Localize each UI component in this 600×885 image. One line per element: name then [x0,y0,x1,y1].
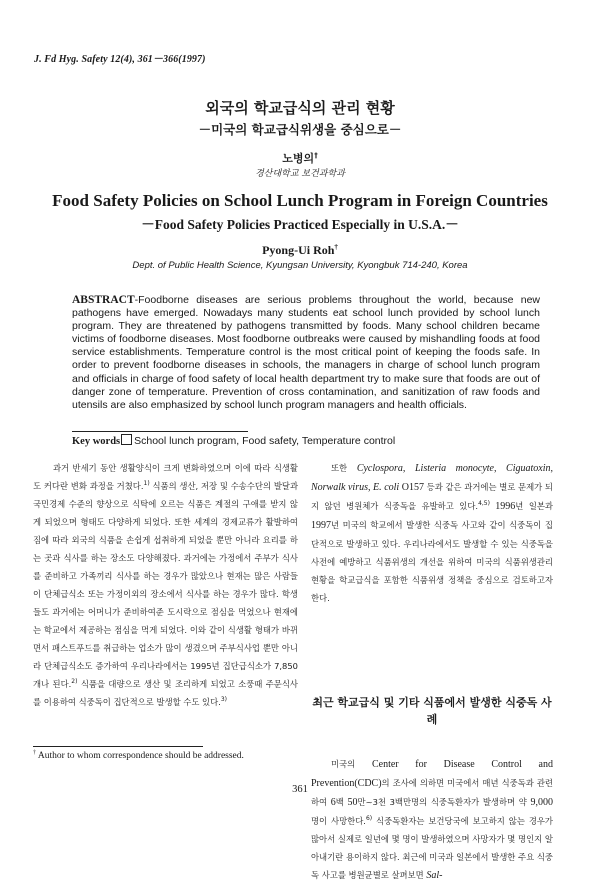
reference-mark: 1) [143,480,150,488]
pathogen-names: Cyclospora, Listeria monocyte, Ciguatoxin, Norwalk virus, E. coli [311,463,553,493]
reference-mark: 6) [365,815,373,823]
body-text-latin: Center for Disease Control and Prevention(CDC) [311,759,553,789]
body-text-latin: 9,000 [530,797,553,808]
korean-author-mark: † [314,151,318,160]
body-text: 만~3천 3백만명의 식중독환자가 발생하며 약 [357,797,531,807]
intro-paragraph-right [311,459,553,607]
abstract-label: ABSTRACT [72,294,135,306]
keywords-rule [72,431,248,432]
english-subtitle: －Food Safety Policies Practiced Especially in U.S.A.－ [141,217,459,232]
body-text: 등과 같은 과거에는 별로 문제가 되지 않던 병원체가 식중독을 유발하고 있다. [311,482,553,511]
body-text: 식중독환자는 보건당국에 보고하지 않는 경우가 많아서 실제로 일년에 몇 명이 발생하였으며 사망자가 몇 명인지 알아내기란 용이하지 않다. 최근에 미국과 일본에서 발생한 주요 식중독 사고를 병원균별로 살펴보면 [311,816,553,880]
footnote [33,750,244,761]
korean-title: 외국의 학교급식의 관리 현황 [205,99,395,117]
english-author [0,243,600,258]
journal-citation: J. Fd Hyg. Safety 12(4), 361－366(1997) [34,54,206,65]
abstract-text: -Foodborne diseases are serious problems throughout the world, because new pathogens have emerged. Nowadays many students eat school lunch provided by school lunch program. They are threatened by pathogens transmitted by foods. Many school children became victims of foodborne diseases. Most foodborne outbreaks were caused by mishandling foods at food service establishments. Temperature control is the most critical point of keeping the foods safe. In order to prevent foodborne diseases in schools, the managers in charge of school lunch program and officials in charge of food safety of local health department try to make sure that foods are out of danger zone of temperature. Prevention of cross contamination, and sanitization of raw foods and utensils are also emphasized by school lunch program managers and health officials. [72,294,540,411]
footnote-mark: † [33,750,36,756]
footnote-text: Author to whom correspondence should be addressed. [36,751,244,762]
cdc-paragraph [311,755,553,885]
square-icon [121,434,132,445]
pathogen-names: Sal- [426,870,443,881]
korean-subtitle: －미국의 학교급식위생을 중심으로－ [198,122,402,137]
abstract [72,294,540,412]
body-text: 미국의 [331,759,372,769]
reference-mark: 4,5) [478,500,490,508]
body-text: 명이 사망한다. [311,816,366,826]
korean-affiliation: 경산대학교 보건과학과 [255,169,345,179]
section-heading: 최근 학교급식 및 기타 식품에서 발생한 식중독 사례 [312,696,552,726]
body-text: 과거 반세기 동안 생활양식이 크게 변화하였으며 이에 따라 식생활도 커다란 변화 과정을 거쳤다. [33,463,298,491]
body-text: 또한 [331,463,357,473]
body-text-latin: 1997 [311,520,331,531]
keywords [72,434,395,447]
keywords-text: School lunch program, Food safety, Temperature control [134,435,396,447]
english-author-mark: † [334,243,338,251]
body-text-latin: O157 [399,482,424,493]
page-number: 361 [292,784,308,795]
english-title: Food Safety Policies on School Lunch Program in Foreign Countries [52,191,548,210]
korean-author [0,150,600,166]
reference-mark: 2) [71,678,78,686]
body-text: 식품을 대량으로 생산 및 조리하게 되었고 소풍때 주문식사를 이용하여 식중독이 집단적으로 발생할 수도 있다. [33,679,298,707]
keywords-label: Key words [72,436,121,447]
reference-mark: 3) [220,696,227,704]
korean-author-name: 노병의 [282,152,315,165]
body-text: 식품의 생산, 저장 및 수송수단의 발달과 국민경제 수준의 향상으로 식탁에 오르는 식품은 계절의 구애를 받지 않게 되었으며 형태도 다양하게 되었다. 또한 세계의 경제교류가 활발하여짐에 따라 외국의 식품을 손쉽게 섭취하게 되었을 뿐만 아니라 요리를 하는 곳과 식사를 하는 장소도 다양해졌다. 과거에는 가정에서 주부가 식사를 준비하고 가족끼리 식사를 하는 경우가 많았으나 현재는 많은 사람들이 단체급식소 또는 가정이외의 장소에서 식사를 하는 경우가 많다. 학생들도 과거에는 어머니가 준비하여준 도시락으로 점심을 먹었으나 현재에는 학교에서 제공하는 점심을 먹게 되었다. 이와 같이 식생활 형태가 바뀌면서 패스트푸드를 취급하는 업소가 많이 생겼으며 주부식사업 뿐만 아니라 단체급식소도 증가하여 우리나라에서는 1995년 집단급식소가 7,850개나 된다. [33,481,299,689]
body-text-latin: 1996 [489,501,516,512]
english-author-name: Pyong-Ui Roh [262,243,335,257]
english-affiliation: Dept. of Public Health Science, Kyungsan University, Kyongbuk 714-240, Korea [132,260,468,271]
intro-paragraph-left [33,459,298,711]
body-text-latin: 50 [347,797,358,808]
body-text: 백 [335,797,348,807]
body-text-latin: 6 [330,797,336,808]
body-text: 년 미국의 학교에서 발생한 식중독 사고와 같이 식중독이 집단적으로 발생하고 있다. 우리나라에서도 발생할 수 있는 식중독을 사전에 예방하고 식품위생의 개선을 위하여 미국의 식품위생관리 현황을 학교급식을 포함한 식품위생 정책을 중심으로 검토하고자 한다. [311,520,553,603]
body-text: 년 일본과 [515,501,553,511]
footnote-rule [33,746,203,747]
body-text: 의 조사에 의하면 미국에서 매년 식중독과 관련하여 [311,778,553,807]
